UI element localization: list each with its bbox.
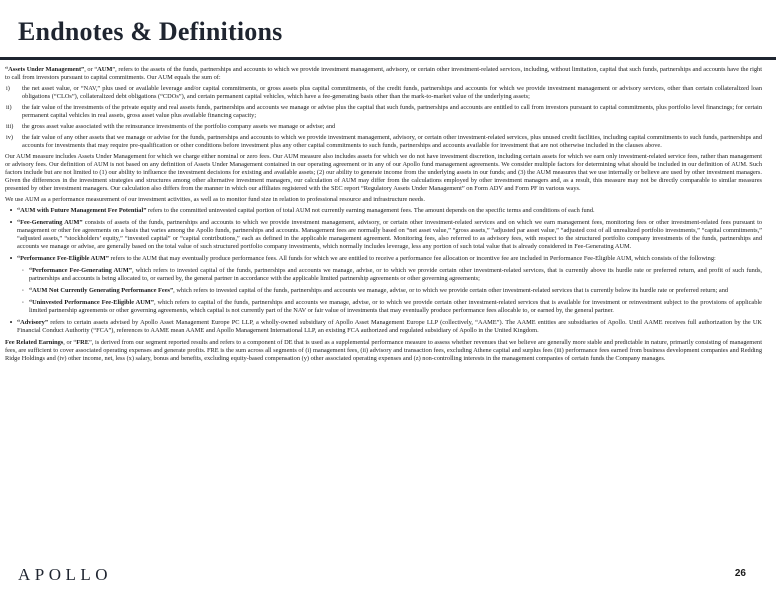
sub-bullet-list xyxy=(17,267,762,315)
sub-definition-bullet xyxy=(17,287,762,295)
sub-definition-bullet xyxy=(17,299,762,315)
sub-bullet-text: , which refers to capital of the funds, partnerships and accounts we manage, advise, or to which we provide certain other investment-related services that is available for investment or reinvestment subject to the provisions of applicable limited partnership agreements or other governing agreements, which capital is not currently part of the NAV or fair value of investments that may eventually produce performance fees allocable to, or earned by, the general partner. xyxy=(29,299,762,314)
bullet-term: “Performance Fee-Eligible AUM” xyxy=(17,255,109,262)
sub-bullet-icon: ◦ xyxy=(21,268,25,274)
definition-bullet xyxy=(5,319,762,335)
bullet-term: “AUM with Future Management Fee Potential” xyxy=(17,207,147,214)
sub-bullet-icon: ◦ xyxy=(21,300,25,306)
item-text: the gross asset value associated with the reinsurance investments of the portfolio company assets we manage or advise; and xyxy=(22,123,336,130)
apollo-logo: APOLLO xyxy=(18,565,113,584)
sub-bullet-term: “Uninvested Performance Fee-Eligible AUM” xyxy=(29,299,154,306)
aum-item xyxy=(5,134,762,150)
page-title: Endnotes & Definitions xyxy=(18,17,283,46)
fre-term: Fee Related Earnings xyxy=(5,339,64,346)
item-marker: i) xyxy=(6,85,10,92)
bullet-term: “Advisory” xyxy=(17,319,49,326)
sub-bullet-term: “AUM Not Currently Generating Performance Fees” xyxy=(29,287,174,294)
page-number: 26 xyxy=(734,568,746,579)
definition-bullet xyxy=(5,219,762,251)
aum-measure-paragraph: Our AUM measure includes Assets Under Management for which we charge either nominal or zero fees. Our AUM measure also includes assets for which we do not have investment discretion, including certain assets for which we earn only investment-related service fees, rather than management or advisory fees. Our definition of AUM is not based on any definition of Assets Under Management contained in our operating agreement or in any of our Apollo fund management agreements. We consider multiple factors for determining what should be included in our definition of AUM. Such factors include but are not limited to (1) our ability to influence the investment decisions for existing and available assets; (2) our ability to generate income from the underlying assets in our funds; and (3) the AUM measures that we use internally or believe are used by other investment managers. Given the differences in the investment strategies and structures among other alternative investment managers, our calculation of AUM may differ from the calculations employed by other investment managers and, as a result, this measure may not be directly comparable to similar measures presented by other investment managers. Our calculation also differs from the manner in which our affiliates registered with the SEC report “Regulatory Assets Under Management” on Form ADV and Form PF in various ways. xyxy=(5,153,762,192)
fre-text: ”, is derived from our segment reported results and refers to a component of DE that is used as a supplemental performance measure to assess whether revenues that we believe are generally more stable and predictable in nature, primarily consisting of management fees, are sufficient to cover associated operating expenses and generate profits. FRE is the sum across all segments of (i) management fees, (ii) advisory and transaction fees, excluding Athene capital and surplus fees (iii) performance fees earned from business development companies and Redding Ridge Holdings and (iv) other income, net, less (x) salary, bonus and benefits, excluding equity-based compensation (y) other associated operating expenses and (z) non-controlling interests in the management companies of certain funds the Company manages. xyxy=(5,339,762,362)
aum-item xyxy=(5,85,762,101)
sub-definition-bullet xyxy=(17,267,762,283)
aum-usage-paragraph: We use AUM as a performance measurement of our investment activities, as well as to monitor fund size in relation to professional resource and infrastructure needs. xyxy=(5,196,425,203)
bullet-term: “Fee-Generating AUM” xyxy=(17,219,83,226)
bullet-text: consists of assets of the funds, partnerships and accounts to which we provide investment management, advisory, or certain other investment-related services and on which we earn management fees, monitoring fees or other investment-related fees pursuant to management or other fee agreements on a basis that varies among the Apollo funds, partnerships and accounts. Management fees are normally based on “net asset value,” “gross assets,” “adjusted par asset value,” “adjusted cost of all unrealized portfolio investments,” “capital commitments,” “adjusted assets,” “stockholders’ equity,” “invested capital” or “capital contributions,” each as defined in the applicable management agreement. Monitoring fees, also referred to as advisory fees, with respect to the structured portfolio company investments of the funds, partnerships and accounts we manage or advise, are generally based on the total value of such structured portfolio company investments, which normally includes leverage, less any portion of such total value that is already considered in Fee-Generating AUM. xyxy=(17,219,763,250)
aum-mid: , or “ xyxy=(84,66,98,73)
aum-item xyxy=(5,104,762,120)
bullet-text: refers to certain assets advised by Apollo Asset Management Europe PC LLP, a wholly-owned subsidiary of Apollo Asset Management Europe LLP (collectively, “AAME”). The AAME entities are subsidiaries of Apollo. Until AAME receives full authorization by the UK Financial Conduct Authority (“FCA”), references to AAME mean AAME and Apollo Management International LLP, an existing FCA authorized and regulated subsidiary of Apollo in the United Kingdom. xyxy=(17,319,762,334)
aum-definition xyxy=(5,66,762,82)
definition-bullet xyxy=(5,207,762,215)
fre-mid: , or “ xyxy=(63,339,77,346)
bullet-icon: • xyxy=(9,254,13,263)
endnotes-body xyxy=(5,66,762,366)
bullet-icon: • xyxy=(9,218,13,227)
fre-definition xyxy=(5,339,762,363)
aum-item xyxy=(5,123,762,131)
sub-bullet-icon: ◦ xyxy=(21,288,25,294)
definition-bullet xyxy=(5,255,762,263)
sub-bullet-text: , which refers to invested capital of the funds, partnerships and accounts we manage, advise, or to which we provide certain other investment-related services, that is currently above its hurdle rate or preferred return, and profit of such funds, partnerships and accounts is being allocated to, or earned by, the general partner in accordance with the applicable limited partnership agreements or other governing agreements; xyxy=(29,267,763,282)
bullet-text: refers to the AUM that may eventually produce performance fees. All funds for which we are entitled to receive a performance fee allocation or incentive fee are included in Performance Fee-Eligible AUM, which consists of the following: xyxy=(108,255,716,262)
sub-bullet-text: , which refers to invested capital of the funds, partnerships and accounts we manage, advise, or to which we provide certain other investment-related services that is currently below its hurdle rate or preferred return; and xyxy=(173,287,729,294)
bullet-icon: • xyxy=(9,206,13,215)
title-divider xyxy=(0,57,776,60)
item-marker: iv) xyxy=(6,134,14,141)
item-text: the net asset value, or “NAV,” plus used or available leverage and/or capital commitments, or gross assets plus capital commitments, of the credit funds, partnerships and accounts for which we provide investment management or advisory services, other than certain collateralized loan obligations (“CLOs”), collateralized debt obligations (“CDOs”), and certain permanent capital vehicles, which have a fee-generating basis other than the mark-to-market value of the underlying assets; xyxy=(22,85,762,100)
aum-text: ”, refers to the assets of the funds, partnerships and accounts to which we provide investment management, advisory, or certain other investment-related services, including, without limitation, capital that such funds, partnerships and accounts have the right to call from investors pursuant to capital commitments. Our AUM equals the sum of: xyxy=(5,66,762,81)
fre-short-term: FRE xyxy=(76,339,89,346)
aum-term: “Assets Under Management” xyxy=(5,66,85,73)
aum-short-term: AUM xyxy=(97,66,113,73)
bullet-text: refers to the committed uninvested capital portion of total AUM not currently earning management fees. The amount depends on the specific terms and conditions of each fund. xyxy=(146,207,595,214)
sub-bullet-term: “Performance Fee-Generating AUM” xyxy=(29,267,132,274)
bullet-icon: • xyxy=(9,318,13,327)
item-text: the fair value of any other assets that we manage or advise for the funds, partnerships and accounts to which we provide investment management, advisory, or certain other investment-related services, plus unused credit facilities, including capital commitments to such funds, partnerships and accounts for investments that may require pre-qualification or other conditions before investment plus any other capital commitments to such funds, partnerships and accounts available for investment that are not otherwise included in the clauses above. xyxy=(22,134,763,149)
item-marker: iii) xyxy=(6,123,14,130)
item-text: the fair value of the investments of the private equity and real assets funds, partnerships and accounts we manage or advise plus the capital that such funds, partnerships and accounts are entitled to call from investors pursuant to capital commitments, plus portfolio level financings; for certain permanent capital vehicles in real assets, gross asset value plus available financing capacity; xyxy=(22,104,762,119)
item-marker: ii) xyxy=(6,104,12,111)
